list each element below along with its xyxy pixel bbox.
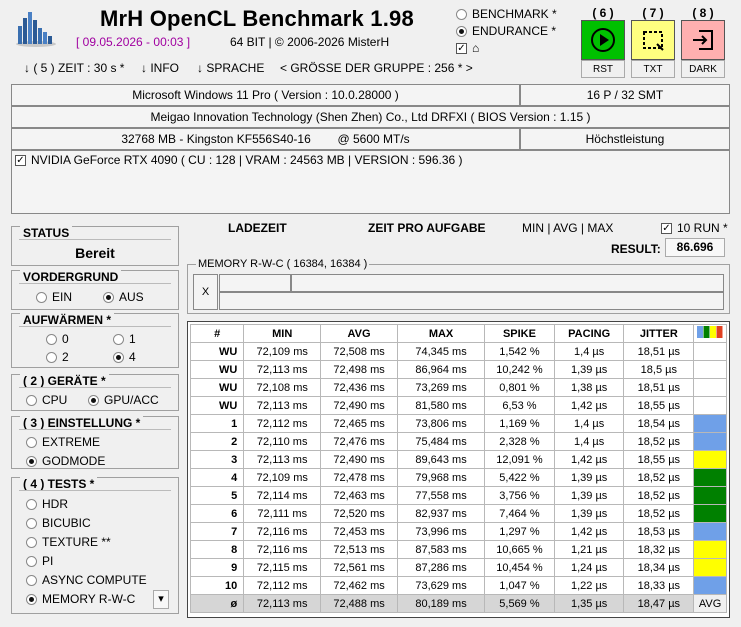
radio-icon [456, 9, 467, 20]
cell-jitter: 18,52 µs [624, 505, 694, 523]
cell-spike: 10,242 % [485, 361, 555, 379]
tests-dropdown-arrow-icon[interactable]: ▾ [153, 590, 169, 609]
cell-pacing: 1,39 µs [554, 469, 624, 487]
row-color-swatch [694, 541, 727, 559]
button-7-number: ( 7 ) [642, 6, 664, 20]
dark-label-button[interactable]: DARK [681, 60, 725, 78]
cell-spike: 10,454 % [485, 559, 555, 577]
cell-avg: 72,465 ms [321, 415, 398, 433]
avg-cell-jitter: 18,47 µs [624, 595, 694, 613]
header-index: # [191, 325, 244, 343]
row-index: 10 [191, 577, 244, 595]
row-index: 6 [191, 505, 244, 523]
header-min: MIN [244, 325, 321, 343]
row-color-swatch [694, 397, 727, 415]
row-index: WU [191, 361, 244, 379]
cell-pacing: 1,24 µs [554, 559, 624, 577]
cell-jitter: 18,52 µs [624, 433, 694, 451]
cell-pacing: 1,4 µs [554, 433, 624, 451]
aufwaermen-4-radio[interactable]: 4 [113, 350, 136, 364]
zeit-menu[interactable]: ↓ ( 5 ) ZEIT : 30 s * [24, 61, 125, 75]
board-info: Meigao Innovation Technology (Shen Zhen) Co., Ltd DRFXI ( BIOS Version : 1.15 ) [11, 106, 730, 128]
cell-pacing: 1,4 µs [554, 343, 624, 361]
cell-pacing: 1,42 µs [554, 397, 624, 415]
legend-swatch [704, 326, 710, 338]
cell-avg: 72,462 ms [321, 577, 398, 595]
exit-icon [690, 27, 716, 53]
header-spike: SPIKE [485, 325, 555, 343]
cell-pacing: 1,21 µs [554, 541, 624, 559]
cell-spike: 1,297 % [485, 523, 555, 541]
cell-jitter: 18,52 µs [624, 487, 694, 505]
memory-rwc-title: MEMORY R-W-C ( 16384, 16384 ) [198, 258, 368, 270]
table-row [191, 379, 727, 397]
cell-jitter: 18,51 µs [624, 343, 694, 361]
cell-spike: 12,091 % [485, 451, 555, 469]
table-row [191, 559, 727, 577]
cell-min: 72,109 ms [244, 469, 321, 487]
cell-spike: 1,169 % [485, 415, 555, 433]
gpu-item[interactable]: ✓ NVIDIA GeForce RTX 4090 ( CU : 128 | VRAM : 24563 MB | VERSION : 596.36 ) [16, 153, 463, 167]
row-index: 7 [191, 523, 244, 541]
zeit-pro-aufgabe-label: ZEIT PRO AUFGABE [368, 221, 486, 235]
header-jitter: JITTER [624, 325, 694, 343]
button-8-number: ( 8 ) [692, 6, 714, 20]
home-checkbox[interactable]: ✓ ⌂ [457, 41, 480, 55]
cell-pacing: 1,42 µs [554, 451, 624, 469]
table-row [191, 361, 727, 379]
avg-cell-label: AVG [694, 595, 727, 613]
row-index: WU [191, 343, 244, 361]
row-color-swatch [694, 433, 727, 451]
geraete-cpu-radio[interactable]: CPU [26, 393, 67, 407]
cell-avg: 72,490 ms [321, 451, 398, 469]
cell-max: 79,968 ms [398, 469, 485, 487]
cell-pacing: 1,42 µs [554, 523, 624, 541]
color-legend-icon [694, 325, 727, 343]
aufwaermen-2-radio[interactable]: 2 [46, 350, 69, 364]
button-6-number: ( 6 ) [592, 6, 614, 20]
test-bicubic-radio[interactable]: BICUBIC [26, 516, 91, 530]
cell-avg: 72,453 ms [321, 523, 398, 541]
cell-pacing: 1,4 µs [554, 415, 624, 433]
row-color-swatch [694, 361, 727, 379]
cell-pacing: 1,38 µs [554, 379, 624, 397]
legend-swatch [717, 326, 723, 338]
rst-label-button[interactable]: RST [581, 60, 625, 78]
result-label: RESULT: [611, 242, 661, 256]
einstellung-extreme-radio[interactable]: EXTREME [26, 435, 100, 449]
cell-max: 86,964 ms [398, 361, 485, 379]
table-row [191, 541, 727, 559]
memory-progress-c [219, 292, 724, 310]
cell-min: 72,113 ms [244, 451, 321, 469]
results-table-frame [187, 321, 730, 618]
table-row [191, 433, 727, 451]
cell-min: 72,108 ms [244, 379, 321, 397]
cell-min: 72,110 ms [244, 433, 321, 451]
cell-min: 72,114 ms [244, 487, 321, 505]
memory-clear-button[interactable]: X [193, 274, 218, 310]
row-index: 9 [191, 559, 244, 577]
row-color-swatch [694, 523, 727, 541]
cell-max: 73,806 ms [398, 415, 485, 433]
header-max: MAX [398, 325, 485, 343]
cell-avg: 72,508 ms [321, 343, 398, 361]
selection-icon [640, 27, 666, 53]
cell-max: 89,643 ms [398, 451, 485, 469]
row-index: 2 [191, 433, 244, 451]
cell-spike: 6,53 % [485, 397, 555, 415]
sprache-menu[interactable]: ↓ SPRACHE [197, 61, 265, 75]
cell-jitter: 18,5 µs [624, 361, 694, 379]
tests-panel [11, 477, 179, 614]
cell-min: 72,113 ms [244, 397, 321, 415]
table-row [191, 487, 727, 505]
cell-max: 82,937 ms [398, 505, 485, 523]
cell-jitter: 18,51 µs [624, 379, 694, 397]
cell-pacing: 1,39 µs [554, 487, 624, 505]
cell-min: 72,115 ms [244, 559, 321, 577]
test-texture-radio[interactable]: TEXTURE ** [26, 535, 111, 549]
cell-avg: 72,498 ms [321, 361, 398, 379]
cell-avg: 72,478 ms [321, 469, 398, 487]
endurance-radio[interactable]: ENDURANCE * [456, 24, 556, 38]
cell-pacing: 1,39 µs [554, 505, 624, 523]
cell-max: 73,629 ms [398, 577, 485, 595]
aufwaermen-title: AUFWÄRMEN * [20, 313, 114, 327]
geraete-panel [11, 374, 179, 411]
cell-jitter: 18,33 µs [624, 577, 694, 595]
status-panel [11, 226, 179, 266]
einstellung-godmode-radio[interactable]: GODMODE [26, 454, 105, 468]
memory-rwc-box [187, 258, 730, 314]
cell-min: 72,113 ms [244, 361, 321, 379]
cell-min: 72,109 ms [244, 343, 321, 361]
ten-run-checkbox[interactable]: ✓ 10 RUN * [662, 221, 728, 235]
vordergrund-title: VORDERGRUND [20, 270, 121, 284]
result-value: 86.696 [665, 238, 725, 257]
cell-pacing: 1,22 µs [554, 577, 624, 595]
geraete-title: ( 2 ) GERÄTE * [20, 374, 109, 388]
row-color-swatch [694, 577, 727, 595]
cell-avg: 72,490 ms [321, 397, 398, 415]
cpu-cores-info: 16 P / 32 SMT [520, 84, 730, 106]
check-icon: ✓ [16, 154, 25, 166]
row-color-swatch [694, 559, 727, 577]
einstellung-panel [11, 416, 179, 469]
cell-spike: 5,422 % [485, 469, 555, 487]
aufwaermen-panel [11, 313, 179, 368]
row-index: WU [191, 379, 244, 397]
tests-title: ( 4 ) TESTS * [20, 477, 97, 491]
memory-progress-b [291, 274, 724, 292]
row-index: 3 [191, 451, 244, 469]
aufwaermen-0-radio[interactable]: 0 [46, 332, 69, 346]
row-color-swatch [694, 451, 727, 469]
row-index: 8 [191, 541, 244, 559]
avg-cell-min: 72,113 ms [244, 595, 321, 613]
cell-max: 87,286 ms [398, 559, 485, 577]
benchmark-radio[interactable]: BENCHMARK * [456, 7, 557, 21]
cell-spike: 0,801 % [485, 379, 555, 397]
row-index: WU [191, 397, 244, 415]
vordergrund-ein-radio[interactable]: EIN [36, 290, 72, 304]
memory-progress-a [219, 274, 291, 292]
cell-spike: 7,464 % [485, 505, 555, 523]
cell-max: 75,484 ms [398, 433, 485, 451]
cell-max: 73,996 ms [398, 523, 485, 541]
table-row [191, 577, 727, 595]
legend-swatch [697, 326, 703, 338]
cell-jitter: 18,32 µs [624, 541, 694, 559]
cell-avg: 72,463 ms [321, 487, 398, 505]
cell-max: 74,345 ms [398, 343, 485, 361]
cell-jitter: 18,53 µs [624, 523, 694, 541]
row-color-swatch [694, 343, 727, 361]
cell-jitter: 18,52 µs [624, 469, 694, 487]
radio-selected-icon [456, 26, 467, 37]
cell-min: 72,112 ms [244, 415, 321, 433]
check-icon: ✓ [662, 222, 671, 234]
cell-max: 77,558 ms [398, 487, 485, 505]
average-row [191, 595, 727, 613]
results-table [190, 324, 727, 613]
memory-info: 32768 MB - Kingston KF556S40-16 @ 5600 MT/s [11, 128, 520, 150]
cell-spike: 2,328 % [485, 433, 555, 451]
app-logo-icon [14, 8, 58, 48]
cell-min: 72,116 ms [244, 523, 321, 541]
row-color-swatch [694, 415, 727, 433]
gruppe-size-menu[interactable]: < GRÖSSE DER GRUPPE : 256 * > [280, 61, 473, 75]
cell-max: 73,269 ms [398, 379, 485, 397]
einstellung-title: ( 3 ) EINSTELLUNG * [20, 416, 143, 430]
date-stamp: [ 09.05.2026 - 00:03 ] [76, 35, 191, 49]
table-row [191, 415, 727, 433]
table-row [191, 397, 727, 415]
cell-avg: 72,436 ms [321, 379, 398, 397]
cell-avg: 72,520 ms [321, 505, 398, 523]
check-icon: ✓ [457, 42, 466, 54]
cell-spike: 1,542 % [485, 343, 555, 361]
txt-label-button[interactable]: TXT [631, 60, 675, 78]
cell-max: 87,583 ms [398, 541, 485, 559]
cell-min: 72,112 ms [244, 577, 321, 595]
cell-spike: 10,665 % [485, 541, 555, 559]
status-value: Bereit [75, 245, 115, 261]
exit-dark-button[interactable] [681, 20, 725, 60]
avg-cell-pacing: 1,35 µs [554, 595, 624, 613]
play-reset-button[interactable] [581, 20, 625, 60]
avg-cell-avg: 72,488 ms [321, 595, 398, 613]
avg-cell-spike: 5,569 % [485, 595, 555, 613]
status-title: STATUS [20, 226, 72, 240]
cell-jitter: 18,55 µs [624, 451, 694, 469]
test-memory-radio[interactable]: MEMORY R-W-C [26, 592, 135, 606]
cell-jitter: 18,54 µs [624, 415, 694, 433]
table-row [191, 523, 727, 541]
vordergrund-aus-radio[interactable]: AUS [103, 290, 144, 304]
table-row [191, 505, 727, 523]
info-menu[interactable]: ↓ INFO [141, 61, 179, 75]
cell-avg: 72,513 ms [321, 541, 398, 559]
cell-spike: 3,756 % [485, 487, 555, 505]
cell-jitter: 18,55 µs [624, 397, 694, 415]
row-color-swatch [694, 379, 727, 397]
row-index: 5 [191, 487, 244, 505]
table-row [191, 343, 727, 361]
test-pi-radio[interactable]: PI [26, 554, 53, 568]
copyright-text: 64 BIT | © 2006-2026 MisterH [230, 35, 390, 49]
cell-min: 72,111 ms [244, 505, 321, 523]
ladezeit-label: LADEZEIT [228, 221, 287, 235]
row-index: 1 [191, 415, 244, 433]
row-color-swatch [694, 487, 727, 505]
row-index: 4 [191, 469, 244, 487]
test-hdr-radio[interactable]: HDR [26, 497, 68, 511]
cell-avg: 72,476 ms [321, 433, 398, 451]
play-icon [590, 27, 616, 53]
cell-min: 72,116 ms [244, 541, 321, 559]
test-async-radio[interactable]: ASYNC COMPUTE [26, 573, 147, 587]
cell-max: 81,580 ms [398, 397, 485, 415]
table-row [191, 451, 727, 469]
os-info: Microsoft Windows 11 Pro ( Version : 10.0.28000 ) [11, 84, 520, 106]
cell-spike: 1,047 % [485, 577, 555, 595]
header-pacing: PACING [554, 325, 624, 343]
header-avg: AVG [321, 325, 398, 343]
cell-pacing: 1,39 µs [554, 361, 624, 379]
aufwaermen-1-radio[interactable]: 1 [113, 332, 136, 346]
geraete-gpu-radio[interactable]: GPU/ACC [88, 393, 159, 407]
table-header-row [191, 325, 727, 343]
row-color-swatch [694, 505, 727, 523]
min-avg-max-label[interactable]: MIN | AVG | MAX [522, 221, 614, 235]
legend-swatch [710, 326, 716, 338]
vordergrund-panel [11, 270, 179, 310]
table-row [191, 469, 727, 487]
cell-avg: 72,561 ms [321, 559, 398, 577]
avg-cell-id: ø [191, 595, 244, 613]
row-color-swatch [694, 469, 727, 487]
app-title: MrH OpenCL Benchmark 1.98 [100, 6, 414, 31]
gpu-list [11, 150, 730, 214]
cell-jitter: 18,34 µs [624, 559, 694, 577]
select-text-button[interactable] [631, 20, 675, 60]
power-plan-info: Höchstleistung [520, 128, 730, 150]
avg-cell-max: 80,189 ms [398, 595, 485, 613]
